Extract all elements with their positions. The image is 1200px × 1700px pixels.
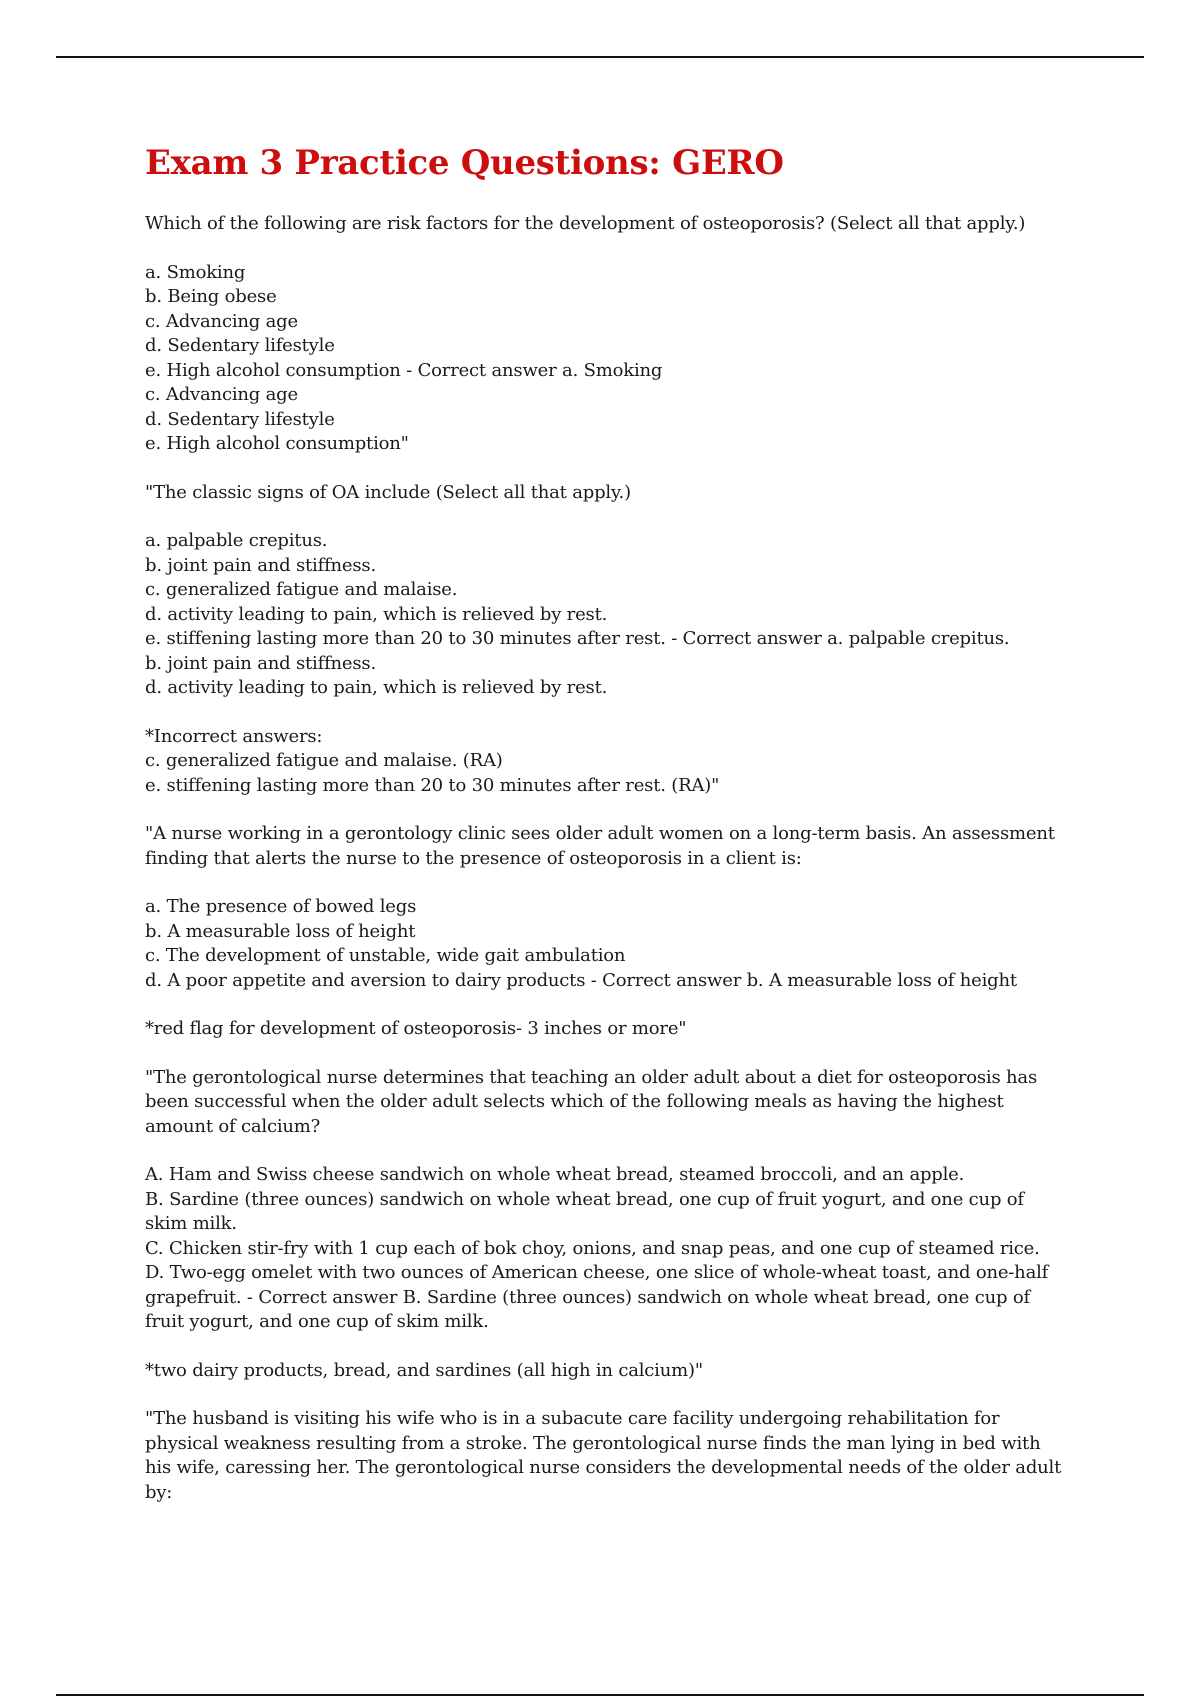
- text-line: B. Sardine (three ounces) sandwich on whole wheat bread, one cup of fruit yogurt, and one cup of: [145, 1188, 1024, 1210]
- header-rule: [56, 56, 1144, 58]
- text-line: skim milk.: [145, 1213, 237, 1234]
- text-line: b. joint pain and stiffness.: [145, 554, 376, 576]
- paragraph: [145, 1407, 1065, 1505]
- text-line: c. generalized fatigue and malaise.: [145, 579, 458, 600]
- paragraph: [145, 1066, 1065, 1140]
- paragraph: [145, 1163, 1065, 1335]
- text-line: e. High alcohol consumption - Correct answer a. Smoking: [145, 359, 663, 381]
- text-line: d. A poor appetite and aversion to dairy products - Correct answer b. A measurable loss of height: [145, 969, 1017, 991]
- paragraph: [145, 895, 1065, 993]
- document-title: Exam 3 Practice Questions: GERO: [145, 143, 784, 183]
- paragraph: [145, 822, 1065, 871]
- text-line: d. activity leading to pain, which is relieved by rest.: [145, 677, 608, 698]
- text-line: "A nurse working in a gerontology clinic sees older adult women on a long-term basis. An assessment: [145, 823, 1055, 844]
- text-line: physical weakness resulting from a stroke. The gerontological nurse finds the man lying in bed with: [145, 1432, 1041, 1454]
- text-line: amount of calcium?: [145, 1115, 321, 1137]
- text-line: e. High alcohol consumption": [145, 433, 409, 454]
- text-line: been successful when the older adult selects which of the following meals as having the highest: [145, 1091, 1004, 1112]
- paragraph: [145, 261, 1065, 457]
- text-line: grapefruit. - Correct answer B. Sardine (three ounces) sandwich on whole wheat bread, one cup of: [145, 1286, 1030, 1308]
- text-line: c. Advancing age: [145, 384, 298, 405]
- text-line: a. Smoking: [145, 261, 246, 283]
- text-line: A. Ham and Swiss cheese sandwich on whole wheat bread, steamed broccoli, and an apple.: [145, 1164, 965, 1185]
- text-line: c. Advancing age: [145, 310, 298, 332]
- text-line: a. palpable crepitus.: [145, 530, 328, 551]
- text-line: *two dairy products, bread, and sardines (all high in calcium)": [145, 1359, 703, 1381]
- text-line: by:: [145, 1481, 173, 1503]
- text-line: c. The development of unstable, wide gait ambulation: [145, 945, 626, 966]
- text-line: C. Chicken stir-fry with 1 cup each of bok choy, onions, and snap peas, and one cup of steamed rice.: [145, 1237, 1040, 1259]
- text-line: e. stiffening lasting more than 20 to 30 minutes after rest. (RA)": [145, 774, 720, 796]
- text-line: "The gerontological nurse determines that teaching an older adult about a diet for osteoporosis has: [145, 1066, 1038, 1088]
- text-line: e. stiffening lasting more than 20 to 30 minutes after rest. - Correct answer a. palpable crepitus.: [145, 628, 1010, 649]
- text-line: finding that alerts the nurse to the presence of osteoporosis in a client is:: [145, 847, 802, 869]
- text-line: c. generalized fatigue and malaise. (RA): [145, 750, 503, 771]
- question-text: [145, 212, 1065, 1505]
- text-line: fruit yogurt, and one cup of skim milk.: [145, 1311, 489, 1332]
- footer-rule: [56, 1694, 1144, 1696]
- document-body: [145, 140, 1065, 1529]
- text-line: Which of the following are risk factors for the development of osteoporosis? (Select all that apply.): [145, 213, 1026, 234]
- text-line: d. Sedentary lifestyle: [145, 408, 335, 430]
- text-line: b. Being obese: [145, 286, 277, 307]
- text-line: his wife, caressing her. The gerontological nurse considers the developmental needs of the older adult: [145, 1457, 1062, 1478]
- text-line: *Incorrect answers:: [145, 725, 323, 747]
- paragraph: [145, 481, 1065, 506]
- text-line: b. joint pain and stiffness.: [145, 652, 376, 674]
- text-line: b. A measurable loss of height: [145, 920, 416, 942]
- text-line: *red flag for development of osteoporosis- 3 inches or more": [145, 1018, 687, 1039]
- paragraph: [145, 1017, 1065, 1042]
- text-line: "The husband is visiting his wife who is in a subacute care facility undergoing rehabilitation for: [145, 1408, 1000, 1429]
- text-line: a. The presence of bowed legs: [145, 896, 417, 917]
- text-line: d. Sedentary lifestyle: [145, 335, 335, 356]
- paragraph: [145, 725, 1065, 799]
- paragraph: [145, 529, 1065, 701]
- paragraph: [145, 1359, 1065, 1384]
- text-line: "The classic signs of OA include (Select all that apply.): [145, 481, 631, 503]
- text-line: D. Two-egg omelet with two ounces of American cheese, one slice of whole-wheat toast, and one-half: [145, 1262, 1049, 1283]
- text-line: d. activity leading to pain, which is relieved by rest.: [145, 603, 608, 625]
- paragraph: [145, 212, 1065, 237]
